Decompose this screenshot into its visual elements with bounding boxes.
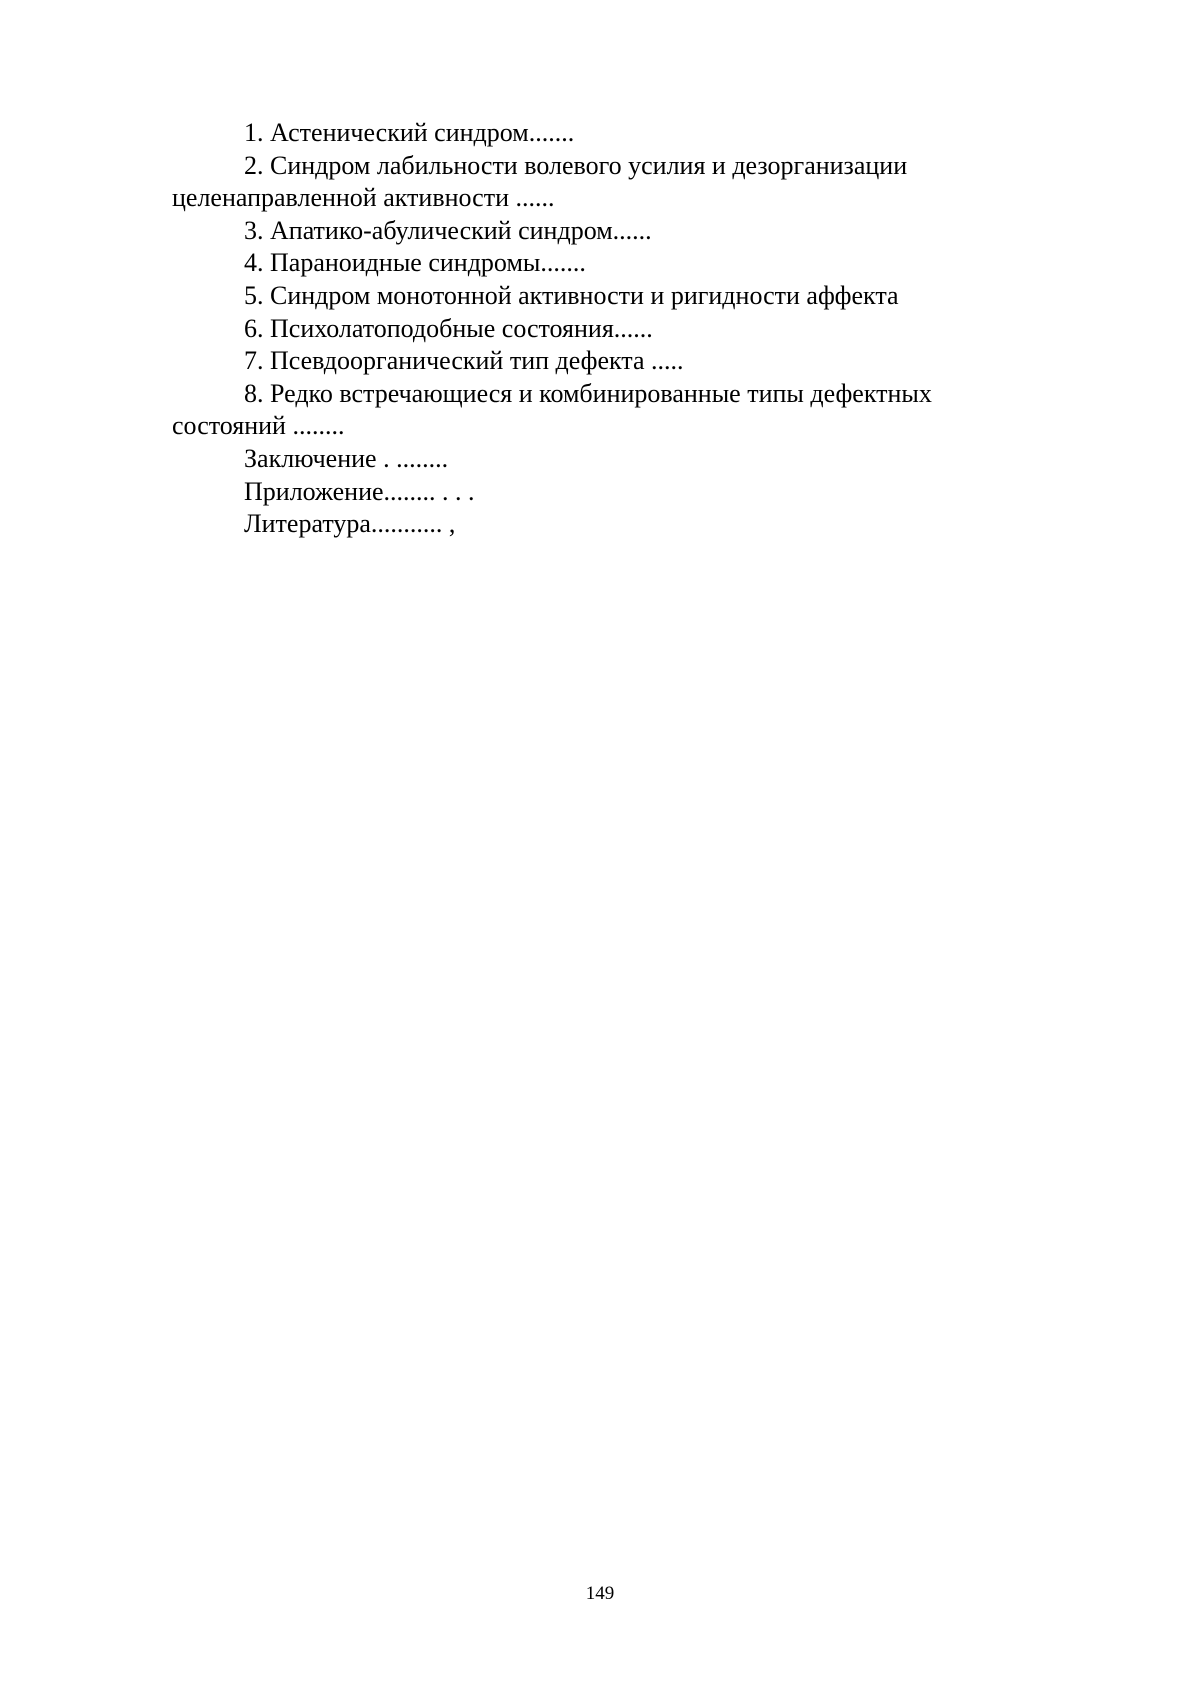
toc-entry-appendix: Приложение........ . . . [244,476,475,506]
toc-entry-lability-syndrome: 2. Синдром лабильности волевого усилия и дезорганизации целенаправленной активности ...... [172,150,908,213]
toc-entry-conclusion: Заключение . ........ [244,443,449,473]
toc-entry-rare-combined-defects: 8. Редко встречающиеся и комбинированные типы дефектных состояний ........ [172,378,932,441]
toc-entry-psychopathic-states: 6. Психолатоподобные состояния...... [244,313,653,343]
toc-entry-literature: Литература........... , [244,509,456,539]
page-number: 149 [585,1583,615,1604]
toc-entry-monotone-activity-syndrome: 5. Синдром монотонной активности и ригидности аффекта [244,280,899,310]
toc-entry-pseudoorganic-defect: 7. Псевдоорганический тип дефекта ..... [244,346,684,376]
toc-entry-apathetic-abulic-syndrome: 3. Апатико-абулический синдром...... [244,215,652,245]
toc-entry-asthenic-syndrome: 1. Астенический синдром....... [244,118,575,147]
toc-entry-paranoid-syndromes: 4. Параноидные синдромы....... [244,248,586,278]
table-of-contents [172,117,1010,541]
